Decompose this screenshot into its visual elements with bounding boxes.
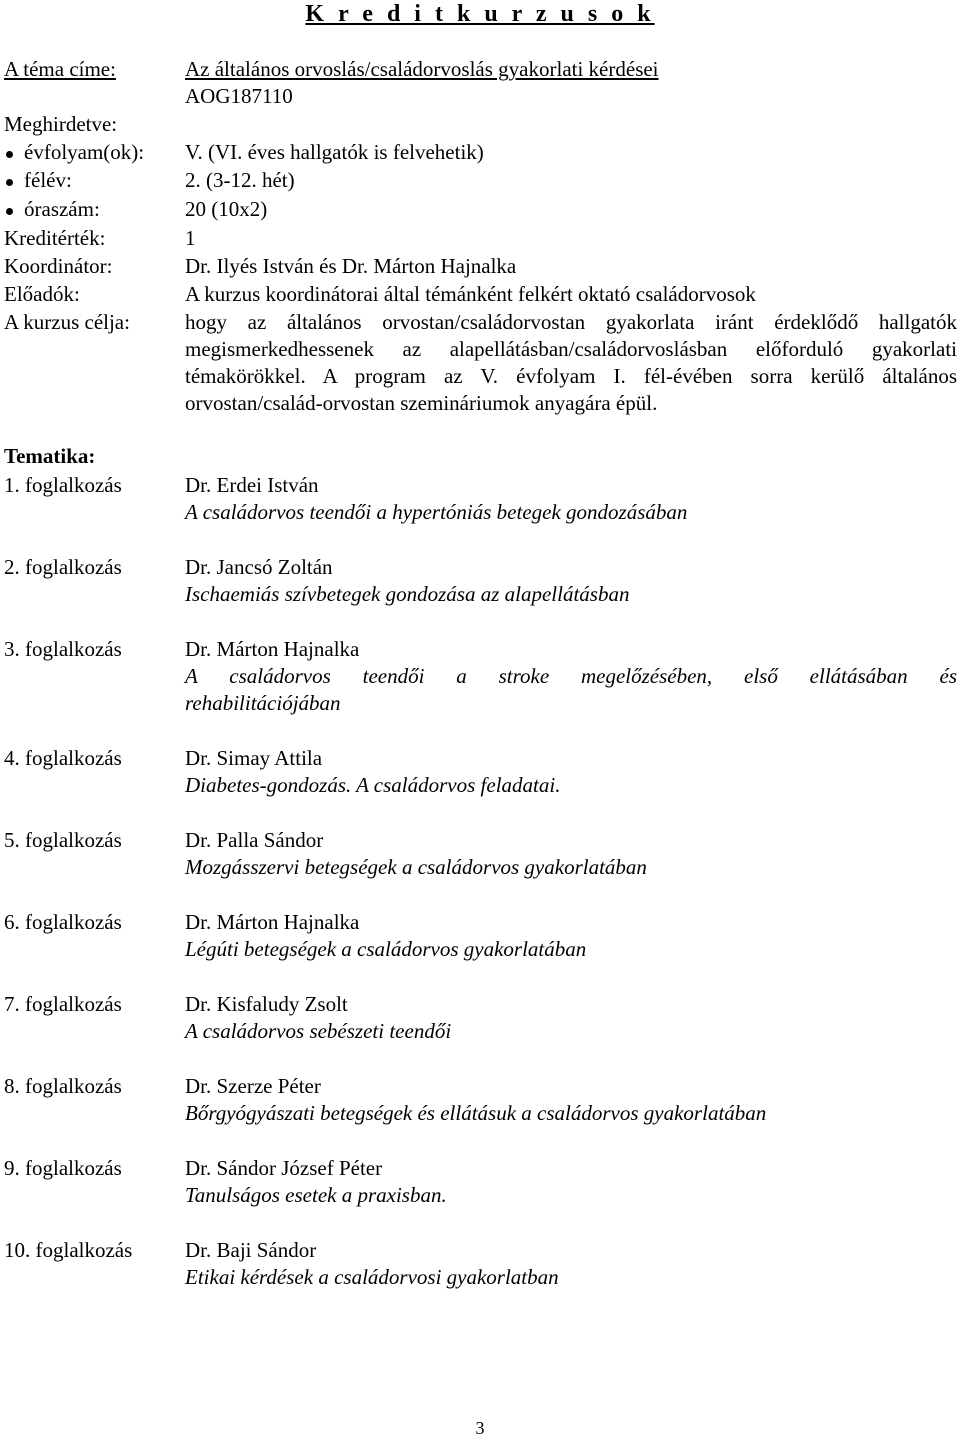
page-number: 3 [475,1418,485,1438]
session-label: 8. foglalkozás [4,1074,122,1098]
session-lecturer: Dr. Márton Hajnalka [185,910,360,934]
session-label: 7. foglalkozás [4,992,122,1016]
tematika-heading: Tematika: [4,444,96,468]
felev-value: 2. (3-12. hét) [185,168,295,192]
session-lecturer: Dr. Erdei István [185,473,319,497]
course-code: AOG187110 [185,84,293,108]
session-label: 9. foglalkozás [4,1156,122,1180]
tema-label: A téma címe: [4,57,116,81]
session-topic: Ischaemiás szívbetegek gondozása az alapellátásban [185,582,630,606]
session-topic: Etikai kérdések a családorvosi gyakorlatban [185,1265,559,1289]
session-topic: A családorvos sebészeti teendői [185,1019,452,1043]
bullet-icon [4,167,24,194]
session-lecturer: Dr. Kisfaludy Zsolt [185,992,348,1016]
felev-label: félév: [24,168,72,192]
session-topic-line1: A családorvos teendői a stroke megelőzésében, első ellátásában és [185,664,957,688]
session-lecturer: Dr. Sándor József Péter [185,1156,383,1180]
session-label: 1. foglalkozás [4,473,122,497]
session-lecturer: Dr. Baji Sándor [185,1238,317,1262]
koordinator-label: Koordinátor: [4,254,113,278]
session-topic: A családorvos teendői a hypertóniás betegek gondozásában [185,500,688,524]
session-lecturer: Dr. Márton Hajnalka [185,637,360,661]
evfolyam-label: évfolyam(ok): [24,140,145,164]
celja-label: A kurzus célja: [4,310,130,334]
session-label: 3. foglalkozás [4,637,122,661]
session-topic: Légúti betegségek a családorvos gyakorlatában [185,937,587,961]
session-topic: Diabetes-gondozás. A családorvos feladatai. [185,773,561,797]
evfolyam-value: V. (VI. éves hallgatók is felvehetik) [185,140,484,164]
session-topic: Tanulságos esetek a praxisban. [185,1183,447,1207]
session-label: 6. foglalkozás [4,910,122,934]
session-lecturer: Dr. Simay Attila [185,746,323,770]
session-topic-line2: rehabilitációjában [185,691,341,715]
celja-value: hogy az általános orvostan/családorvostan gyakorlata iránt érdeklődő hallgatók megismerkedhessenek az alapellátásban/családorvoslásban előforduló gyakorlati témakörökkel. A program az V. évfolyam I. fél-évében sorra kerülő általános orvostan/család-orvostan szemináriumok anyagára épül. [185,310,957,415]
session-label: 4. foglalkozás [4,746,122,770]
session-label: 5. foglalkozás [4,828,122,852]
kredit-value: 1 [185,226,196,250]
session-label: 2. foglalkozás [4,555,122,579]
session-label: 10. foglalkozás [4,1238,133,1262]
eloadok-label: Előadók: [4,282,80,306]
tema-value: Az általános orvoslás/családorvoslás gyakorlati kérdései [185,57,659,81]
session-topic: Bőrgyógyászati betegségek és ellátásuk a családorvos gyakorlatában [185,1101,767,1125]
session-lecturer: Dr. Palla Sándor [185,828,324,852]
bullet-icon [4,139,24,166]
oraszam-label: óraszám: [24,197,100,221]
session-topic: Mozgásszervi betegségek a családorvos gyakorlatában [185,855,647,879]
koordinator-value: Dr. Ilyés István és Dr. Márton Hajnalka [185,254,517,278]
meghirdetve-label: Meghirdetve: [4,112,118,136]
session-lecturer: Dr. Szerze Péter [185,1074,321,1098]
bullet-icon [4,196,24,223]
oraszam-value: 20 (10x2) [185,197,268,221]
kredit-label: Kreditérték: [4,226,106,250]
eloadok-value: A kurzus koordinátorai által témánként felkért oktató családorvosok [185,282,756,306]
session-lecturer: Dr. Jancsó Zoltán [185,555,333,579]
page-title: K r e d i t k u r z u s o k [305,1,655,27]
